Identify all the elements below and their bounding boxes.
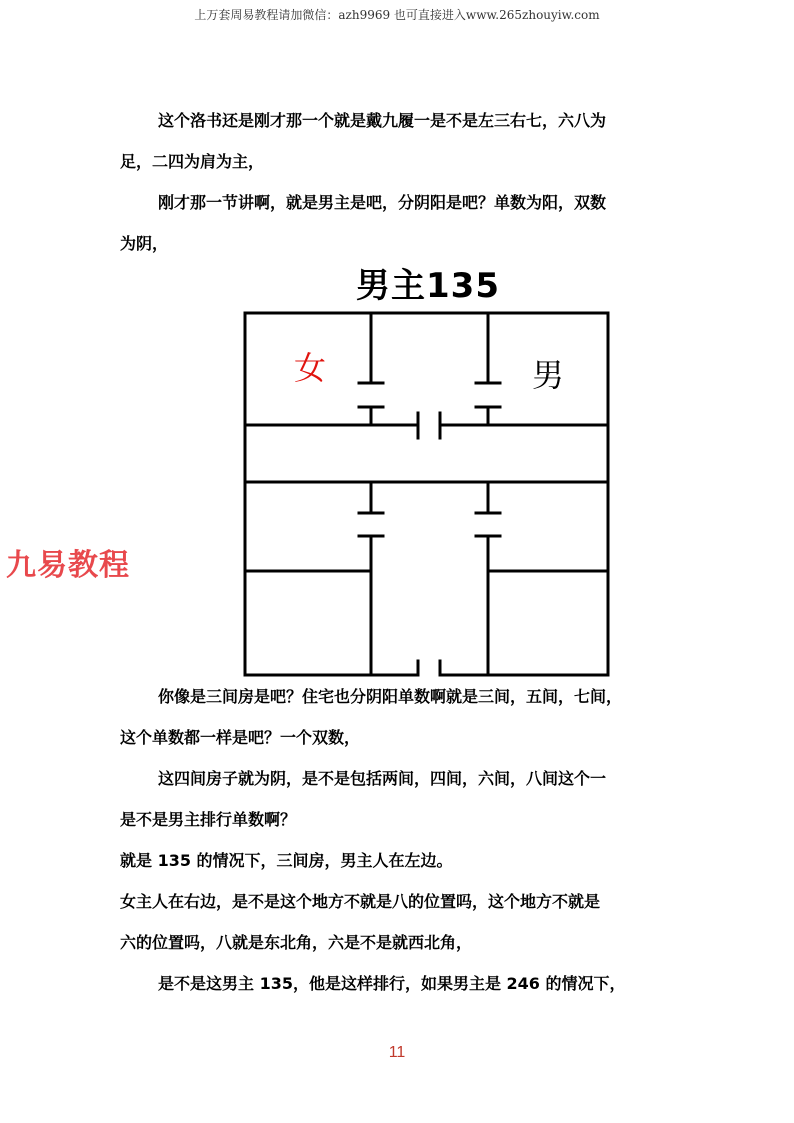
top-paragraphs: [120, 100, 680, 264]
room-label-male: 男: [532, 356, 565, 394]
text-line: 就是 135 的情况下，三间房，男主人在左边。: [120, 851, 453, 870]
text-line: 这四间房子就为阴，是不是包括两间，四间，六间，八间这个一: [158, 769, 607, 788]
diagram-title: 男主135: [356, 266, 500, 306]
room-label-female: 女: [294, 349, 327, 387]
text-line: 为阴，: [120, 234, 169, 253]
text-line: 这个单数都一样是吧？一个双数，: [120, 728, 361, 747]
text-line: 足，二四为肩为主，: [120, 152, 265, 171]
text-line: 这个洛书还是刚才那一个就是戴九履一是不是左三右七，六八为: [158, 111, 607, 130]
bottom-paragraphs: [120, 676, 680, 1004]
watermark-logo: 九易教程: [6, 548, 130, 583]
page-header: 上万套周易教程请加微信：azh9969 也可直接进入www.265zhouyiw.com: [194, 8, 600, 22]
text-line: 六的位置吗，八就是东北角，六是不是就西北角，: [120, 933, 473, 952]
text-line: 是不是这男主 135，他是这样排行，如果男主是 246 的情况下，: [158, 974, 626, 993]
text-line: 是不是男主排行单数啊？: [120, 810, 297, 829]
house-diagram: [238, 258, 618, 680]
text-line: 你像是三间房是吧？住宅也分阴阳单数啊就是三间，五间，七间，: [158, 687, 623, 706]
text-line: 女主人在右边，是不是这个地方不就是八的位置吗，这个地方不就是: [120, 892, 601, 911]
floor-plan: [238, 258, 618, 680]
page-number: 11: [388, 1044, 406, 1061]
text-line: 刚才那一节讲啊，就是男主是吧，分阴阳是吧？单数为阳，双数: [158, 193, 607, 212]
